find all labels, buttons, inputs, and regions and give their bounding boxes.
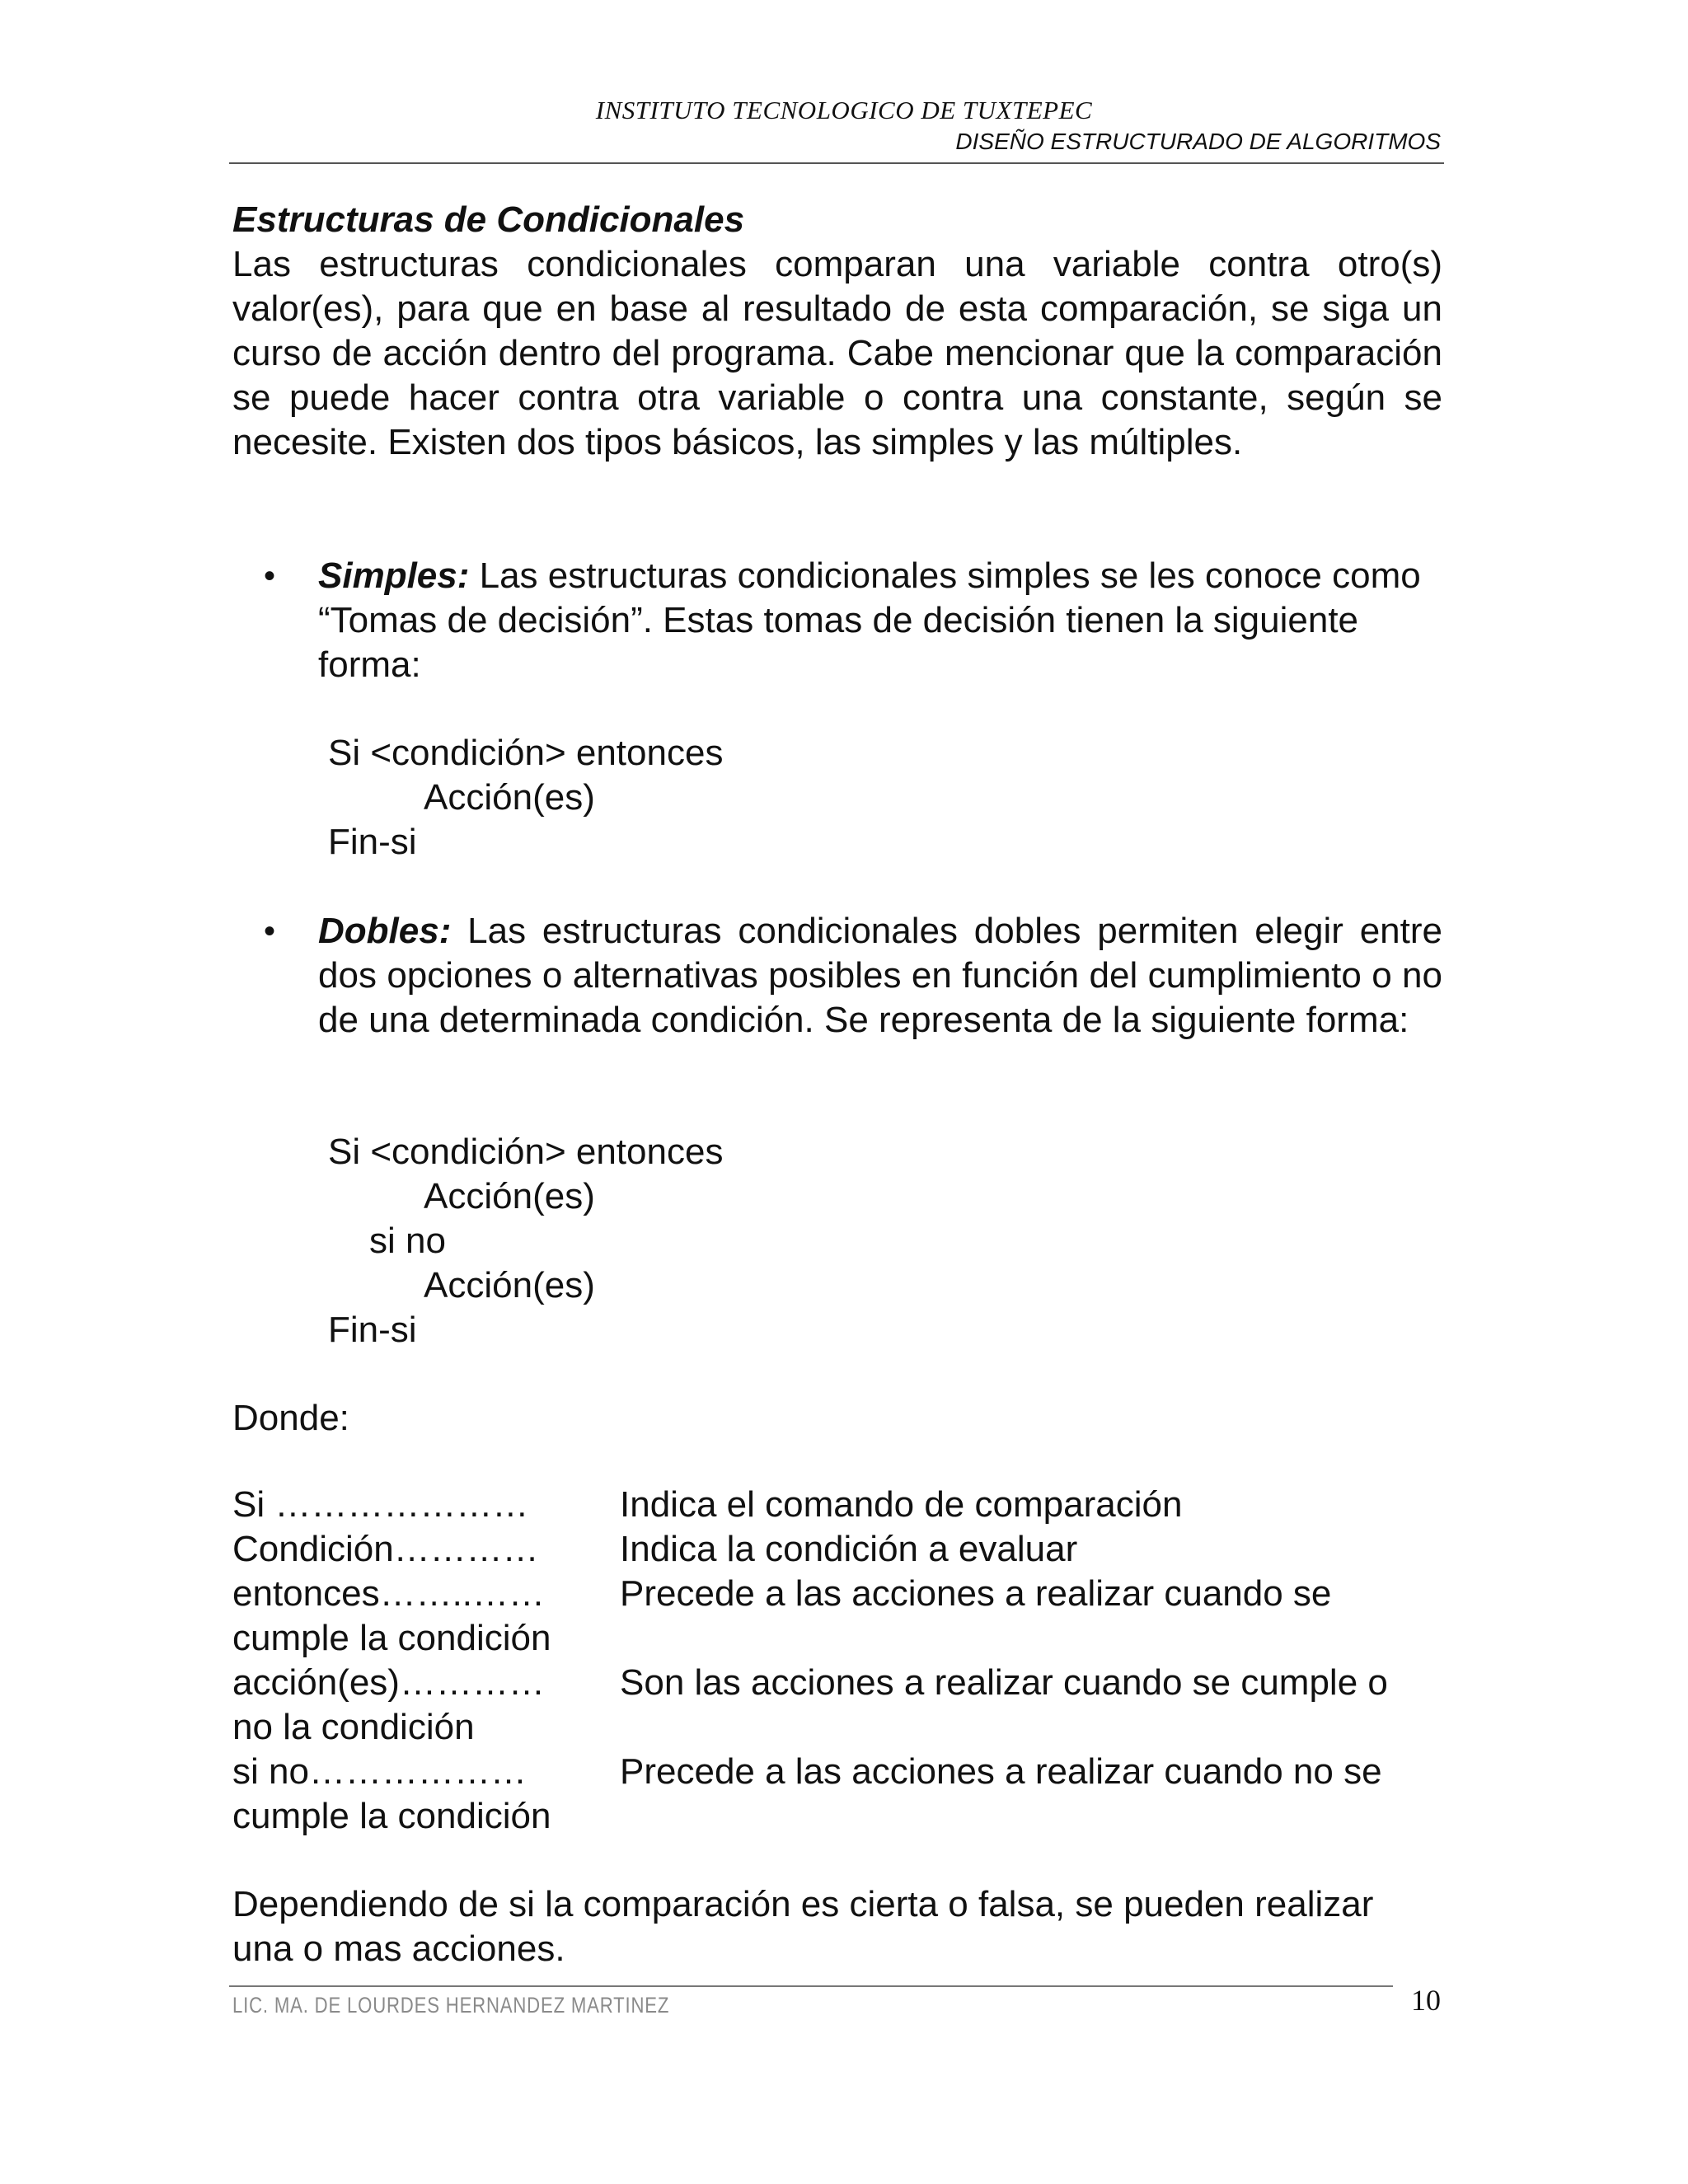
bullet-term: Simples: [318, 555, 470, 596]
bullet-description: Las estructuras condicionales simples se les conoce como “Tomas de decisión”. Estas tomas de decisión tienen la siguiente forma: [318, 555, 1421, 685]
bullet-description: Las estructuras condicionales dobles permiten elegir entre dos opciones o alternativas posibles en función del cumplimiento o no de una determinada condición. Se representa de la siguiente forma: [318, 911, 1442, 1040]
definition-description: Precede a las acciones a realizar cuando se [620, 1573, 1332, 1614]
bullet-marker: • [264, 913, 276, 949]
definition-term: si no……………… [232, 1751, 527, 1792]
code-line: si no [369, 1221, 446, 1261]
footer-author: LIC. MA. DE LOURDES HERNANDEZ MARTINEZ [232, 1993, 670, 2018]
header-institution: INSTITUTO TECNOLOGICO DE TUXTEPEC [595, 96, 1093, 124]
definition-description: Precede a las acciones a realizar cuando no se [620, 1751, 1382, 1792]
header-course: DISEÑO ESTRUCTURADO DE ALGORITMOS [955, 129, 1441, 154]
definition-term: no la condición [232, 1707, 475, 1747]
bullet-simples [318, 554, 1442, 687]
intro-paragraph: Las estructuras condicionales comparan una variable contra otro(s) valor(es), para que en base al resultado de esta comparación, se siga un curso de acción dentro del programa. Cabe mencionar que la comparación se puede hacer contra otra variable o contra una constante, según se necesite. Existen dos tipos básicos, las simples y las múltiples. [232, 244, 1442, 462]
closing-paragraph: Dependiendo de si la comparación es cierta o falsa, se pueden realizar una o mas acciones. [232, 1884, 1374, 1969]
definition-description: Indica la condición a evaluar [620, 1529, 1078, 1569]
definition-term: cumple la condición [232, 1618, 551, 1658]
code-line: Si <condición> entonces [328, 1132, 724, 1172]
definition-term: acción(es)………… [232, 1662, 545, 1703]
header-rule [229, 162, 1444, 164]
code-line: Acción(es) [424, 1265, 595, 1305]
definition-description: Son las acciones a realizar cuando se cumple o [620, 1662, 1388, 1703]
page-number: 10 [1411, 1984, 1441, 2017]
section-heading: Estructuras de Condicionales [232, 199, 745, 240]
code-line: Acción(es) [424, 777, 595, 818]
code-line: Si <condición> entonces [328, 733, 724, 773]
bullet-term: Dobles: [318, 911, 452, 951]
bullet-dobles [318, 909, 1442, 1043]
bullet-marker: • [264, 558, 276, 594]
code-line: Fin-si [328, 1310, 417, 1350]
code-line: Acción(es) [424, 1176, 595, 1216]
definition-description: Indica el comando de comparación [620, 1484, 1183, 1525]
definition-term: Si ………………… [232, 1484, 529, 1525]
donde-label: Donde: [232, 1398, 349, 1438]
definition-term: Condición………… [232, 1529, 539, 1569]
definition-term: entonces……..…… [232, 1573, 546, 1614]
definition-term: cumple la condición [232, 1796, 551, 1836]
footer-rule [229, 1985, 1393, 1987]
code-line: Fin-si [328, 822, 417, 862]
